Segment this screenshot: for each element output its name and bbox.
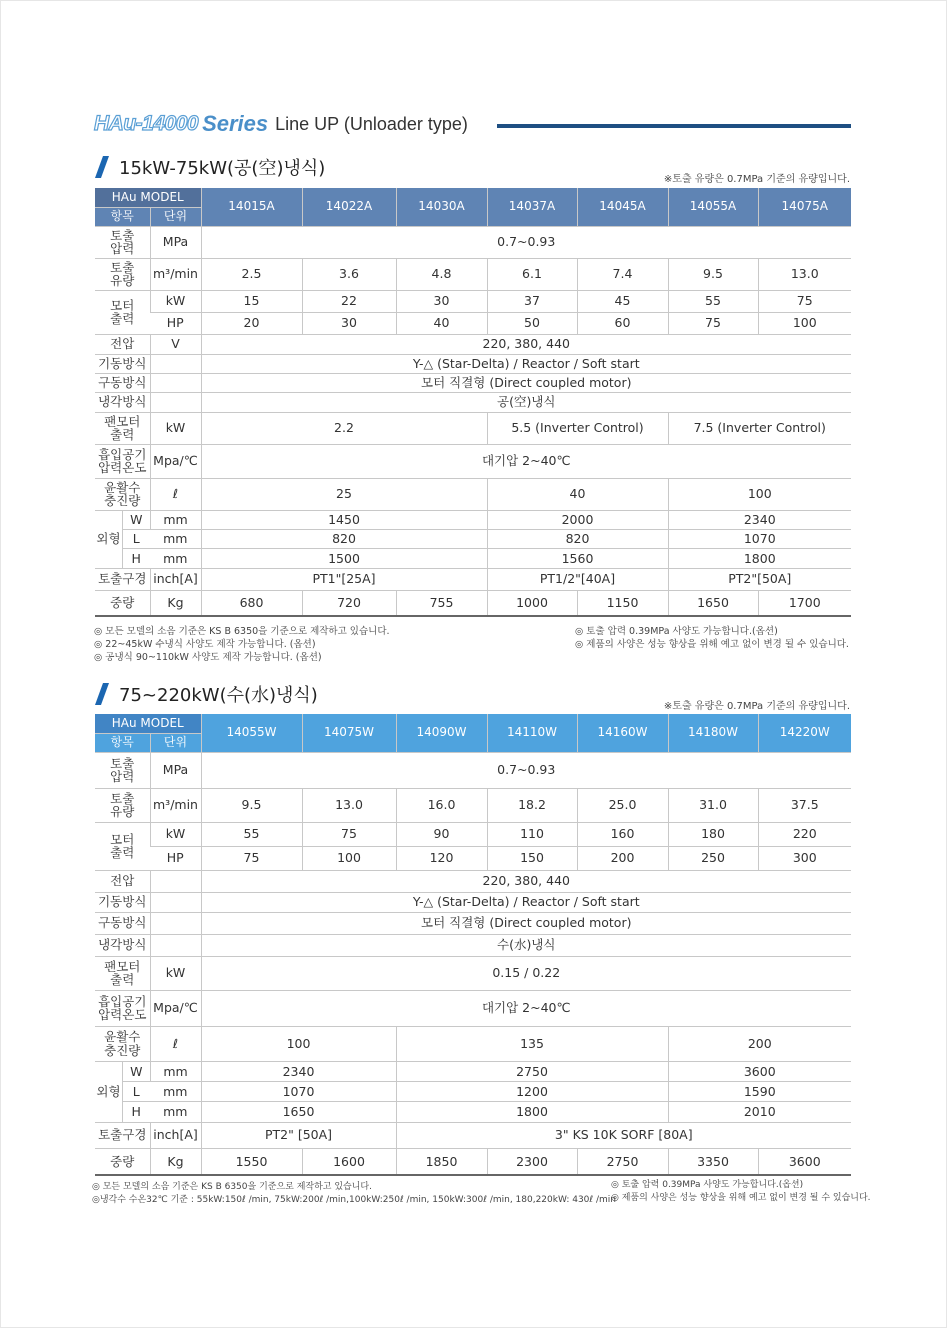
unit-cell: MPa (150, 226, 201, 258)
section-2-header (95, 681, 318, 707)
motor-kw-value: 45 (577, 290, 668, 312)
unit-cell: MPa (150, 752, 201, 788)
unit-cell: Mpa/℃ (150, 990, 201, 1026)
motor-hp-value: 30 (302, 312, 396, 334)
fan-value: 0.15 / 0.22 (201, 956, 851, 990)
dim-axis: H (131, 1104, 141, 1120)
motor-kw-value: 55 (201, 822, 302, 846)
outlet-value: PT1/2"[40A] (487, 568, 668, 590)
voltage-value: 220, 380, 440 (201, 870, 851, 892)
unit-cell: mm (150, 549, 201, 568)
row-label-start: 기동방식 (95, 354, 150, 373)
motor-hp-value: 20 (201, 312, 302, 334)
motor-hp-value: 75 (668, 312, 758, 334)
row-label-pressure: 토출 압력 (95, 752, 150, 788)
unit-cell: V (150, 334, 201, 354)
row-label-dims: 외형 W L H (95, 510, 150, 568)
unit-cell: Kg (150, 590, 201, 616)
unit-header: 단위 (150, 207, 201, 226)
row-label-oil: 윤활수 충진량 (95, 1026, 150, 1061)
motor-kw-value: 160 (577, 822, 668, 846)
dim-w-value: 2340 (668, 510, 851, 529)
motor-hp-value: 60 (577, 312, 668, 334)
row-label-drive: 구동방식 (95, 912, 150, 934)
intake-value: 대기압 2~40℃ (201, 990, 851, 1026)
unit-cell: HP (150, 312, 201, 334)
section-2-title: 75~220kW(수(水)냉식) (119, 685, 318, 706)
oil-value: 25 (201, 478, 487, 510)
section-2-notes-left: ◎ 모든 모델의 소음 기준은 KS B 6350을 기준으로 제작하고 있습니다. ◎냉각수 수온32℃ 기준 : 55kW:150ℓ /min, 75kW:200ℓ /min,100kW:250ℓ /min, 150kW:300ℓ /min, 180,220kW: 430ℓ /min (92, 1182, 616, 1205)
model-col: 14160W (577, 714, 668, 752)
item-header: 항목 (95, 733, 150, 752)
motor-hp-value: 120 (396, 846, 487, 870)
outlet-value: PT1"[25A] (201, 568, 487, 590)
unit-header: 단위 (150, 733, 201, 752)
weight-value: 1550 (201, 1148, 302, 1175)
flow-value: 3.6 (302, 258, 396, 290)
spec-table-air-cooled (95, 188, 851, 617)
oil-value: 200 (668, 1026, 851, 1061)
section-1-basis-note: ※토출 유량은 0.7MPa 기준의 유량입니다. (663, 174, 850, 185)
dim-w-value: 2340 (201, 1061, 396, 1081)
row-label-pressure: 토출 압력 (95, 226, 150, 258)
model-col: 14037A (487, 188, 577, 226)
row-label-intake: 흡입공기 압력온도 (95, 444, 150, 478)
dim-axis: L (123, 1082, 150, 1102)
weight-value: 2300 (487, 1148, 577, 1175)
row-label-dims: 외형 W L H (95, 1061, 150, 1122)
row-label-flow: 토출 유량 (95, 788, 150, 822)
flow-value: 9.5 (201, 788, 302, 822)
row-label-cooling: 냉각방식 (95, 392, 150, 412)
dim-h-value: 2010 (668, 1102, 851, 1122)
voltage-value: 220, 380, 440 (201, 334, 851, 354)
dim-w-value: 1450 (201, 510, 487, 529)
unit-cell: inch[A] (150, 568, 201, 590)
weight-value: 1000 (487, 590, 577, 616)
weight-value: 1150 (577, 590, 668, 616)
oil-value: 135 (396, 1026, 668, 1061)
row-label-outlet: 토출구경 (95, 1122, 150, 1148)
unit-cell (150, 892, 201, 912)
motor-hp-value: 200 (577, 846, 668, 870)
dim-w-value: 2750 (396, 1061, 668, 1081)
unit-cell (150, 870, 201, 892)
unit-cell: ℓ (150, 478, 201, 510)
weight-value: 3600 (758, 1148, 851, 1175)
motor-hp-value: 150 (487, 846, 577, 870)
unit-cell: mm (150, 1061, 201, 1081)
dim-w-value: 2000 (487, 510, 668, 529)
flow-value: 6.1 (487, 258, 577, 290)
row-label-motor: 모터 출력 (95, 290, 150, 334)
unit-cell: kW (150, 822, 201, 846)
dim-l-value: 1200 (396, 1081, 668, 1101)
unit-cell: inch[A] (150, 1122, 201, 1148)
dim-h-value: 1560 (487, 549, 668, 568)
weight-value: 1700 (758, 590, 851, 616)
weight-value: 1850 (396, 1148, 487, 1175)
unit-cell: kW (150, 412, 201, 444)
dim-h-value: 1500 (201, 549, 487, 568)
weight-value: 2750 (577, 1148, 668, 1175)
section-1-notes-left: ◎ 모든 모델의 소음 기준은 KS B 6350을 기준으로 제작하고 있습니다. ◎ 22~45kW 수냉식 사양도 제작 가능합니다. (옵션) ◎ 공냉식 90~110kW 사양도 제작 가능합니다. (옵션) (94, 626, 390, 663)
fan-value: 7.5 (Inverter Control) (668, 412, 851, 444)
row-label-weight: 중량 (95, 1148, 150, 1175)
motor-hp-value: 50 (487, 312, 577, 334)
unit-cell: mm (150, 1081, 201, 1101)
row-label-fan: 팬모터 출력 (95, 412, 150, 444)
motor-hp-value: 300 (758, 846, 851, 870)
start-value: Y-△ (Star-Delta) / Reactor / Soft start (201, 892, 851, 912)
motor-kw-value: 37 (487, 290, 577, 312)
row-label-fan: 팬모터 출력 (95, 956, 150, 990)
outlet-value: PT2"[50A] (668, 568, 851, 590)
motor-kw-value: 15 (201, 290, 302, 312)
model-col: 14090W (396, 714, 487, 752)
unit-cell (150, 354, 201, 373)
weight-value: 1600 (302, 1148, 396, 1175)
dim-l-value: 1070 (668, 529, 851, 548)
unit-cell (150, 912, 201, 934)
dim-axis: H (131, 550, 141, 566)
dim-w-value: 3600 (668, 1061, 851, 1081)
series-label: Series (202, 111, 269, 136)
row-label-start: 기동방식 (95, 892, 150, 912)
motor-kw-value: 55 (668, 290, 758, 312)
unit-cell (150, 934, 201, 956)
model-col: 14110W (487, 714, 577, 752)
row-label-voltage: 전압 (95, 334, 150, 354)
unit-cell: mm (150, 1102, 201, 1122)
dim-h-value: 1800 (396, 1102, 668, 1122)
unit-cell (150, 392, 201, 412)
flow-value: 9.5 (668, 258, 758, 290)
oil-value: 100 (201, 1026, 396, 1061)
unit-cell: HP (150, 846, 201, 870)
pressure-value: 0.7~0.93 (201, 752, 851, 788)
section-slash-icon (95, 156, 109, 178)
motor-kw-value: 30 (396, 290, 487, 312)
motor-hp-value: 75 (201, 846, 302, 870)
model-col: 14055W (201, 714, 302, 752)
motor-kw-value: 90 (396, 822, 487, 846)
dim-axis: W (123, 1062, 150, 1082)
lineup-subtitle: Line UP (Unloader type) (275, 113, 468, 134)
weight-value: 3350 (668, 1148, 758, 1175)
row-label-cooling: 냉각방식 (95, 934, 150, 956)
flow-value: 13.0 (302, 788, 396, 822)
motor-hp-value: 100 (302, 846, 396, 870)
section-2-basis-note: ※토출 유량은 0.7MPa 기준의 유량입니다. (663, 701, 850, 712)
motor-hp-value: 40 (396, 312, 487, 334)
model-col: 14045A (577, 188, 668, 226)
unit-cell (150, 373, 201, 392)
section-1-title: 15kW-75kW(공(空)냉식) (119, 158, 326, 179)
row-label-voltage: 전압 (95, 870, 150, 892)
dim-h-value: 1800 (668, 549, 851, 568)
model-header: HAu MODEL (95, 714, 201, 733)
cooling-value: 수(水)냉식 (201, 934, 851, 956)
dim-l-value: 820 (487, 529, 668, 548)
dim-l-value: 1590 (668, 1081, 851, 1101)
title-rule (497, 124, 851, 128)
flow-value: 18.2 (487, 788, 577, 822)
motor-hp-value: 250 (668, 846, 758, 870)
row-label-motor: 모터 출력 (95, 822, 150, 870)
dim-axis: L (123, 530, 150, 549)
weight-value: 680 (201, 590, 302, 616)
unit-cell: Kg (150, 1148, 201, 1175)
flow-value: 2.5 (201, 258, 302, 290)
section-1-notes-right: ◎ 토출 압력 0.39MPa 사양도 가능합니다.(옵션) ◎ 제품의 사양은 성능 향상을 위해 예고 없이 변경 될 수 있습니다. (575, 626, 849, 650)
row-label-intake: 흡입공기 압력온도 (95, 990, 150, 1026)
unit-cell: kW (150, 290, 201, 312)
row-label-weight: 중량 (95, 590, 150, 616)
weight-value: 720 (302, 590, 396, 616)
unit-cell: kW (150, 956, 201, 990)
model-col: 14030A (396, 188, 487, 226)
model-col: 14015A (201, 188, 302, 226)
start-value: Y-△ (Star-Delta) / Reactor / Soft start (201, 354, 851, 373)
fan-value: 5.5 (Inverter Control) (487, 412, 668, 444)
model-col: 14022A (302, 188, 396, 226)
flow-value: 13.0 (758, 258, 851, 290)
dim-h-value: 1650 (201, 1102, 396, 1122)
flow-value: 7.4 (577, 258, 668, 290)
spec-table-water-cooled (95, 714, 851, 1176)
row-label-flow: 토출 유량 (95, 258, 150, 290)
motor-kw-value: 220 (758, 822, 851, 846)
cooling-value: 공(空)냉식 (201, 392, 851, 412)
flow-value: 4.8 (396, 258, 487, 290)
flow-value: 25.0 (577, 788, 668, 822)
unit-cell: ℓ (150, 1026, 201, 1061)
motor-kw-value: 75 (758, 290, 851, 312)
motor-hp-value: 100 (758, 312, 851, 334)
weight-value: 755 (396, 590, 487, 616)
unit-cell: Mpa/℃ (150, 444, 201, 478)
drive-value: 모터 직결형 (Direct coupled motor) (201, 373, 851, 392)
motor-kw-value: 180 (668, 822, 758, 846)
model-col: 14055A (668, 188, 758, 226)
flow-value: 31.0 (668, 788, 758, 822)
unit-cell: mm (150, 510, 201, 529)
model-col: 14075W (302, 714, 396, 752)
section-2-notes-right: ◎ 토출 압력 0.39MPa 사양도 가능합니다.(옵션) ◎ 제품의 사양은 성능 향상을 위해 예고 없이 변경 될 수 있습니다. (611, 1180, 871, 1203)
catalog-title (94, 111, 468, 137)
oil-value: 40 (487, 478, 668, 510)
model-col: 14220W (758, 714, 851, 752)
flow-value: 16.0 (396, 788, 487, 822)
row-label-drive: 구동방식 (95, 373, 150, 392)
dim-l-value: 820 (201, 529, 487, 548)
motor-kw-value: 75 (302, 822, 396, 846)
row-label-oil: 윤활수 충진량 (95, 478, 150, 510)
model-col: 14075A (758, 188, 851, 226)
section-slash-icon (95, 683, 109, 705)
motor-kw-value: 110 (487, 822, 577, 846)
outlet-value: PT2" [50A] (201, 1122, 396, 1148)
outlet-value: 3" KS 10K SORF [80A] (396, 1122, 851, 1148)
section-1-header (95, 154, 325, 180)
oil-value: 100 (668, 478, 851, 510)
intake-value: 대기압 2~40℃ (201, 444, 851, 478)
weight-value: 1650 (668, 590, 758, 616)
flow-value: 37.5 (758, 788, 851, 822)
unit-cell: m³/min (150, 258, 201, 290)
dim-axis: W (123, 511, 150, 530)
model-logo: HAu-14000 (94, 112, 199, 135)
unit-cell: mm (150, 529, 201, 548)
item-header: 항목 (95, 207, 150, 226)
model-col: 14180W (668, 714, 758, 752)
drive-value: 모터 직결형 (Direct coupled motor) (201, 912, 851, 934)
dim-l-value: 1070 (201, 1081, 396, 1101)
fan-value: 2.2 (201, 412, 487, 444)
motor-kw-value: 22 (302, 290, 396, 312)
row-label-outlet: 토출구경 (95, 568, 150, 590)
unit-cell: m³/min (150, 788, 201, 822)
model-header: HAu MODEL (95, 188, 201, 207)
pressure-value: 0.7~0.93 (201, 226, 851, 258)
